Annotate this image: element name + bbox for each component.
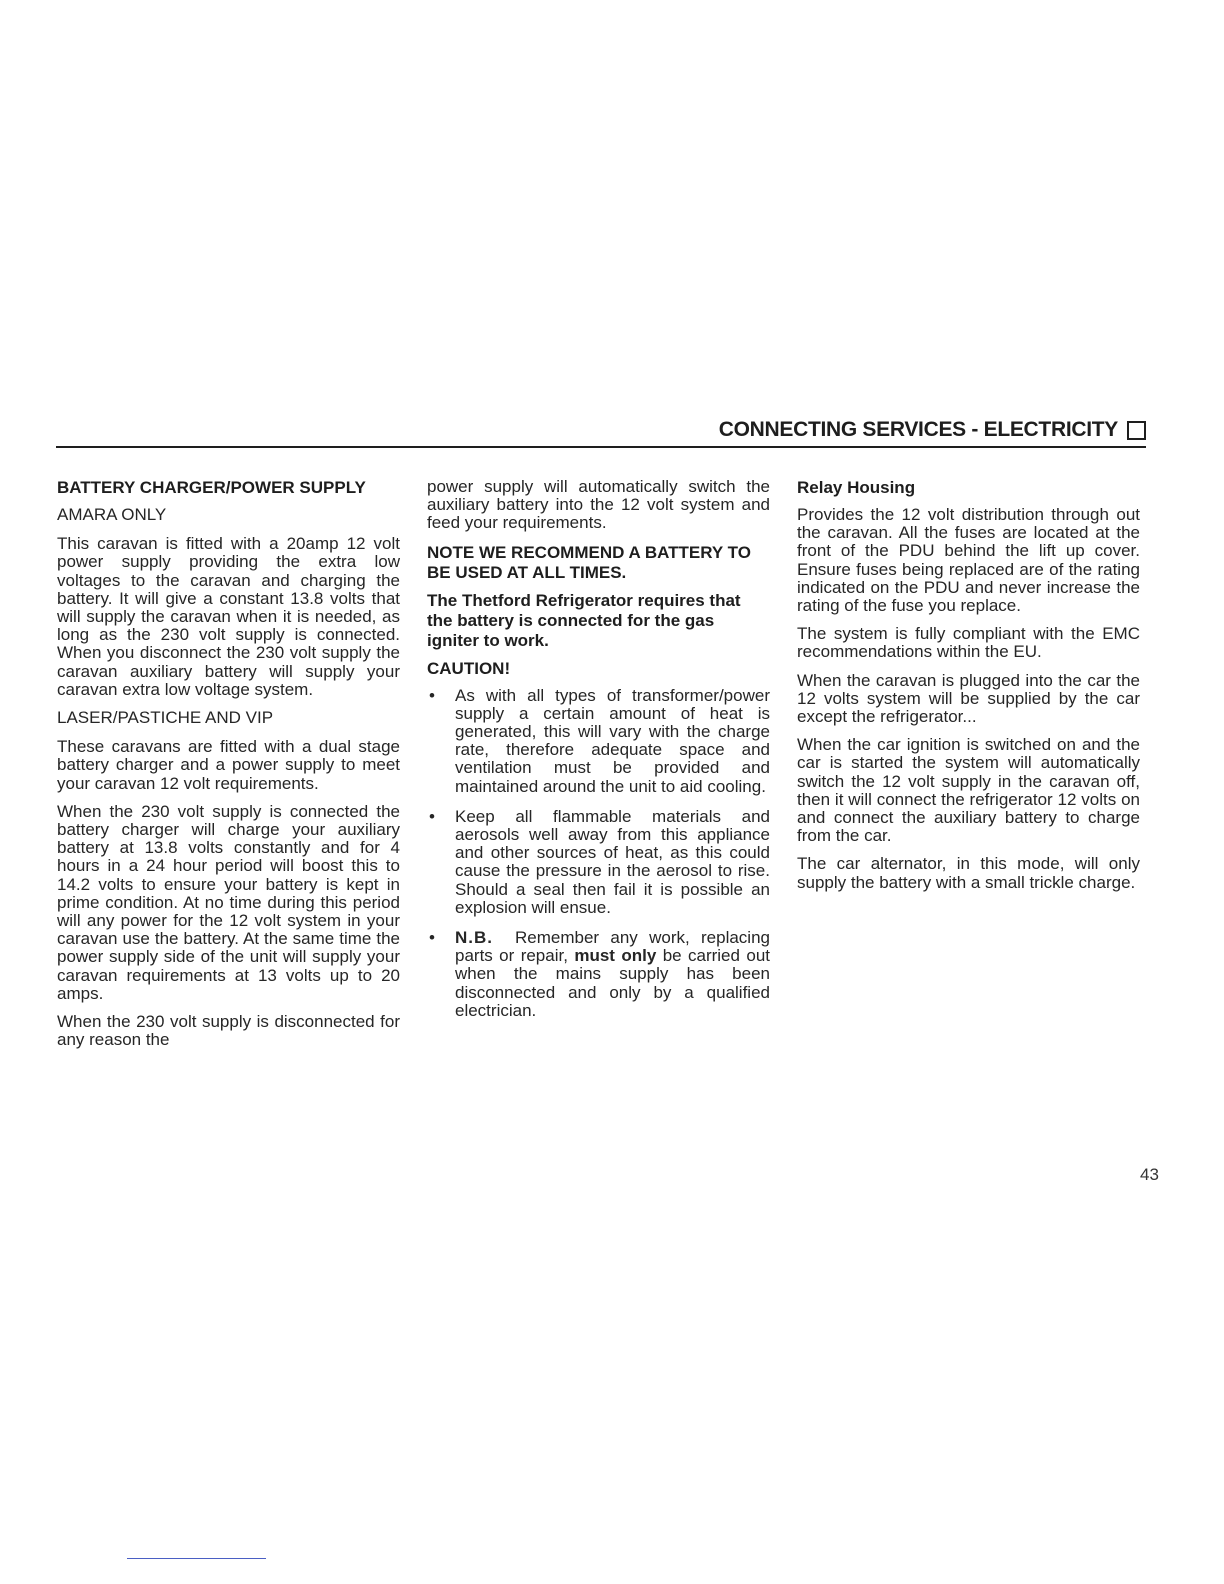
laser-subheading: LASER/PASTICHE AND VIP [57,708,274,728]
list-item [427,929,770,1020]
plugged-paragraph: When the caravan is plugged into the car the 12 volts system will be supplied by the car except the refrigerator... [797,670,1140,727]
heat-warning: As with all types of transformer/power supply a certain amount of heat is generated, this will vary with the charge rate, therefore adequate space and ventilation must be provided and maintained around the unit to aid cooling. [455,685,770,796]
caution-list [427,687,770,1020]
caution-heading: CAUTION! [427,658,511,678]
column-middle [427,478,770,1032]
amara-paragraph: This caravan is fitted with a 20amp 12 volt power supply providing the extra low voltages to the caravan and charging the battery. It will give a constant 13.8 volts that will supply the caravan when it is needed, as long as the 230 volt supply is connected. When you disconnect the 230 volt supply the caravan auxiliary battery will supply your caravan extra low voltage system. [57,534,400,699]
alternator-paragraph: The car alternator, in this mode, will only supply the battery with a small trickle charge. [797,854,1140,892]
bullet-icon: • [429,806,435,826]
bullet-icon: • [429,928,435,948]
page-number: 43 [1140,1165,1159,1184]
margin-rule [127,1558,266,1559]
bullet-icon: • [429,685,435,705]
switch-paragraph: power supply will automatically switch the auxiliary battery into the 12 volt system and feed your requirements. [427,477,770,533]
column-right [797,478,1140,902]
battery-note: NOTE WE RECOMMEND A BATTERY TO BE USED AT ALL TIMES. [427,542,751,582]
emc-paragraph: The system is fully compliant with the EMC recommendations within the EU. [797,624,1140,662]
nb-label: N.B. [455,928,493,948]
column-left [57,478,400,1059]
battery-charger-heading: BATTERY CHARGER/POWER SUPPLY [57,478,366,497]
nb-text-b: be carried out when the mains supply has been disconnected and only by a qualified electrician. [455,946,770,1020]
list-item [427,687,770,796]
laser-paragraph: These caravans are fitted with a dual stage battery charger and a power supply to meet your caravan 12 volt requirements. [57,737,400,793]
connected-paragraph: When the 230 volt supply is connected the battery charger will charge your auxiliary battery at 13.8 volts constantly and for 4 hours in a 24 hour period will boost this to 14.2 volts to ensure your battery is kept in prime condition. At no time during this period will any power for the 12 volt system in your caravan use the battery. At the same time the power supply side of the unit will supply your caravan requirements at 13 volts up to 20 amps. [57,801,400,1003]
distribution-paragraph: Provides the 12 volt distribution through out the caravan. All the fuses are located at the front of the PDU behind the lift up cover. Ensure fuses being replaced are of the rating indicated on the PDU and never increase the rating of the fuse you replace. [797,505,1140,616]
list-item [427,808,770,917]
nb-emphasis: must only [574,946,657,966]
relay-housing-heading: Relay Housing [797,478,916,497]
disconnected-paragraph: When the 230 volt supply is disconnected for any reason the [57,1012,400,1050]
checkbox-square-icon [1127,421,1146,440]
page-header [56,418,1146,448]
thetford-note: The Thetford Refrigerator requires that the battery is connected for the gas igniter to work. [427,590,741,650]
amara-subheading: AMARA ONLY [57,505,167,524]
nb-text-a: Remember any work, replacing parts or repair, [455,928,770,966]
ignition-paragraph: When the car ignition is switched on and the car is started the system will automatically switch the 12 volt supply in the caravan off, then it will connect the refrigerator 12 volts on and connect the auxiliary battery to charge from the car. [797,735,1140,846]
section-title: CONNECTING SERVICES - ELECTRICITY [718,418,1118,441]
flammable-warning: Keep all flammable materials and aerosols well away from this appliance and other sources of heat, as this could cause the pressure in the aerosol to rise. Should a seal then fail it is possible an explosion will ensue. [455,806,770,917]
